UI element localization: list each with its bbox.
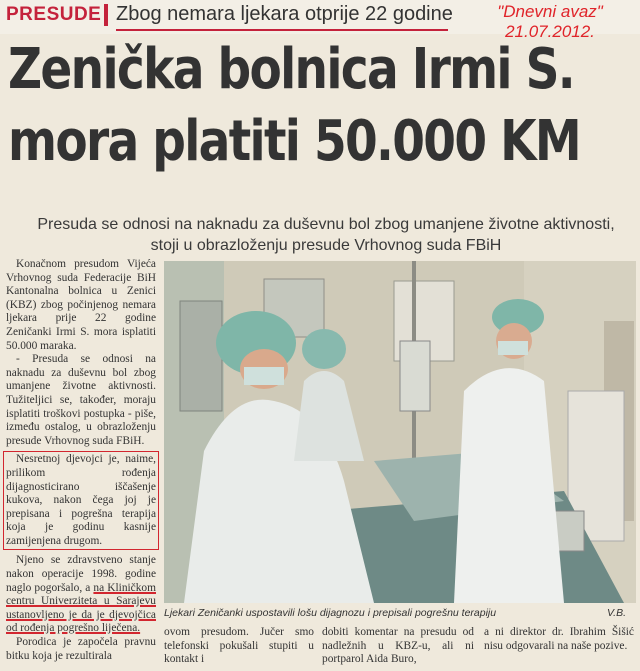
source-date: 21.07.2012. bbox=[505, 22, 595, 41]
caption-text: Ljekari Zeničanki uspostavili lošu dijagnozu i prepisali pogrešnu terapiju bbox=[164, 607, 497, 619]
paragraph-1: Konačnom presudom Vijeća Vrhovnog suda Federacije BiH Kantonalna bolnica u Zenici (KBZ) zbog počinjenog nemara ljekara prije 22 godine Zeničanki Irmi S. mora isplatiti 50.000 maraka. bbox=[6, 258, 156, 352]
bottom-column-3: a ni direktor dr. Ibrahim Šišić nisu odgovarali na naše pozive. bbox=[484, 626, 634, 652]
subheadline-underline bbox=[116, 29, 448, 31]
headline-line-2: mora platiti 50.000 KM bbox=[8, 109, 580, 174]
left-column bbox=[6, 258, 156, 663]
underlined-passage: na Kliničkom centru Univerziteta u Sarajevu ustanovljeno je da je djevojčica od rođenja pogrešno liječena. bbox=[6, 581, 156, 635]
paragraph-2: - Presuda se odnosi na naknadu za duševnu bol zbog umanjene životne aktivnosti. Tužiteljici se, također, moraju isplatiti troškovi postupka - piše, između ostalog, u obrazloženju presude Vrhovnog suda FBiH. bbox=[6, 353, 156, 447]
photo-caption bbox=[164, 607, 636, 619]
section-kicker: PRESUDE bbox=[6, 4, 102, 25]
photo-illustration bbox=[164, 261, 636, 603]
top-subheadline: Zbog nemara ljekara otprije 22 godine bbox=[116, 3, 453, 25]
highlight-box bbox=[3, 451, 159, 550]
paragraph-4 bbox=[6, 554, 156, 636]
paragraph-4-text: Njeno se zdravstveno stanje nakon operacije 1998. godine naglo pogoršalo, a bbox=[6, 554, 156, 594]
paragraph-3: Nesretnoj djevojci je, naime, prilikom rođenja dijagnosticirano iščašenje kukova, nakon čega joj je prepisana i pogrešna terapija koja je godinu kasnije zamijenjena drugom. bbox=[6, 453, 156, 547]
headline bbox=[8, 34, 580, 178]
headline-line-1: Zenička bolnica Irmi S. bbox=[8, 37, 574, 102]
source-name: "Dnevni avaz" bbox=[497, 2, 603, 21]
lead-line-2: stoji u obrazloženju presude Vrhovnog suda FBiH bbox=[150, 237, 502, 254]
kicker-divider bbox=[104, 4, 108, 26]
paragraph-5: Porodica je započela pravnu bitku koja je rezultirala bbox=[6, 636, 156, 662]
bottom-column-1: ovom presudom. Jučer smo telefonski pokušali stupiti u kontakt i bbox=[164, 626, 314, 666]
bottom-column-2: dobiti komentar na presudu od nadležnih u KBZ-u, ali ni portparol Aida Buro, bbox=[322, 626, 474, 666]
lead-line-1: Presuda se odnosi na naknadu za duševnu bol zbog umanjene životne aktivnosti, bbox=[37, 216, 615, 233]
operating-room-photo bbox=[164, 261, 636, 603]
photographer-initials: V.B. bbox=[606, 607, 626, 619]
lead-paragraph bbox=[16, 214, 636, 256]
